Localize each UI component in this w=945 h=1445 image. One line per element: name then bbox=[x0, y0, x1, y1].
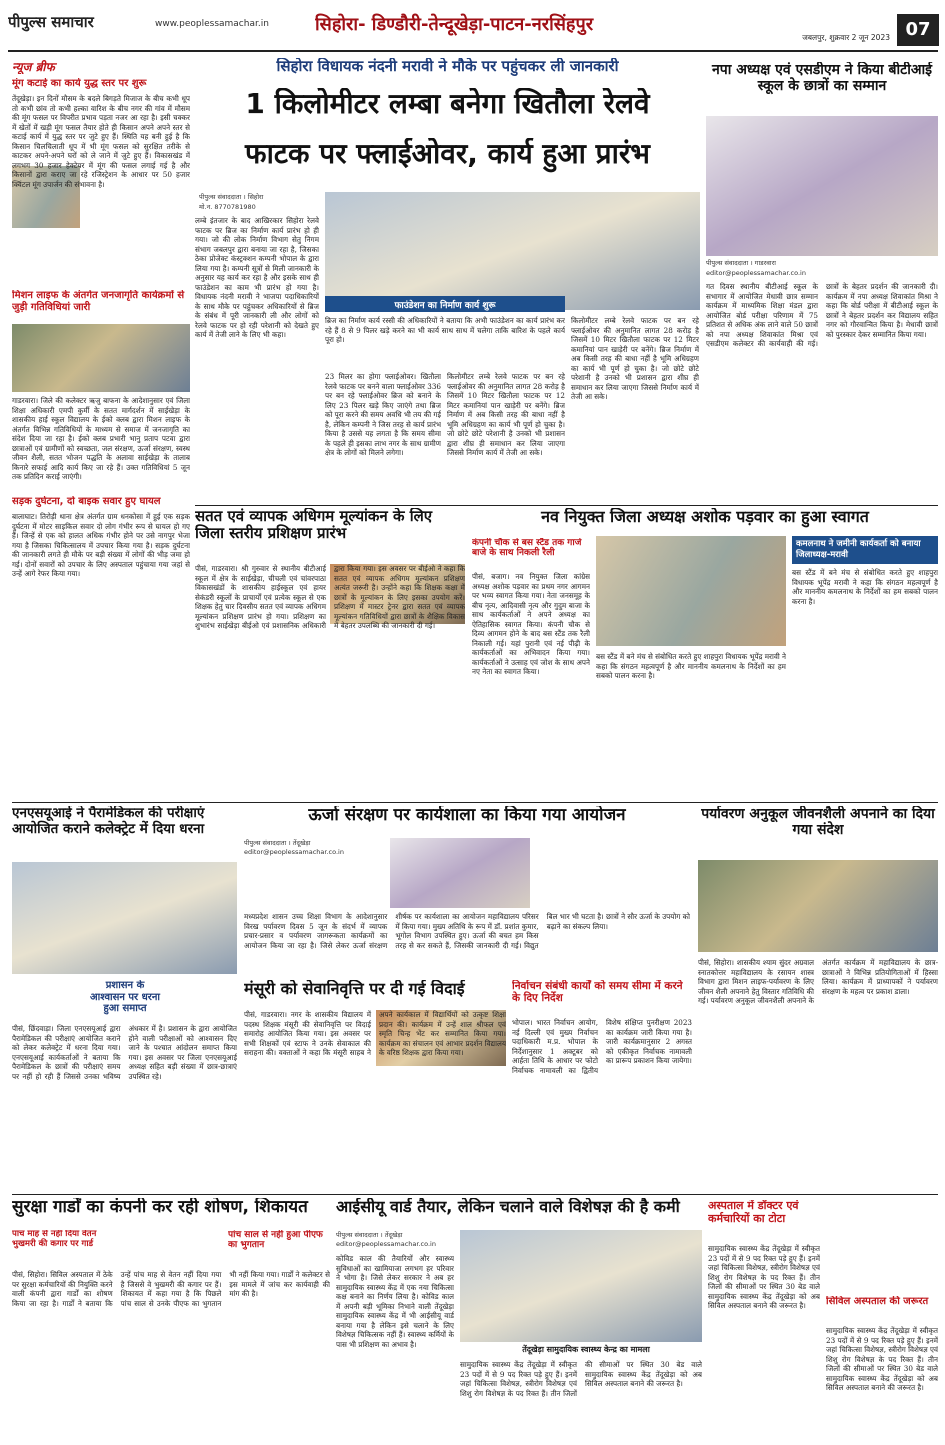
energy-email[interactable]: editor@peoplessamachar.co.in bbox=[244, 848, 344, 856]
energy-byline: पीपुल्स संवाददाता । तेंदूखेड़ा bbox=[244, 839, 311, 847]
divider-row3 bbox=[12, 1194, 938, 1195]
election-headline: निर्वाचन संबंधी कार्यों को समय सीमा में करने के दिए निर्देश bbox=[512, 980, 683, 1005]
brief-item3-headline: सड़क दुर्घटना, दो बाइक सवार हुए घायल bbox=[12, 496, 161, 507]
right-top-email[interactable]: editor@peoplessamachar.co.in bbox=[706, 269, 806, 277]
environment-text: पीसं, सिहोरा। शासकीय श्याम सुंदर अग्रवाल स्नातकोत्तर महाविद्यालय के रसायन शास्त्र विभाग द्वारा मिशन लाइफ-पर्यावरण के लिए जीवन शैली अपनाने हेतु विस्तार गतिविधि की गई। पर्यावरण अनुकूल जीवनशैली अपनाने के अंतर्गत कार्यक्रम में महाविद्यालय के छात्र-छात्राओं ने विभिन्न प्रतियोगिताओं में हिस्सा लिया। कार्यक्रम में प्राध्यापकों ने पर्यावरण संरक्षण के महत्व पर प्रकाश डाला। bbox=[698, 958, 938, 1005]
brief-item2-text: गाडरवारा। जिले की कलेक्टर ऋजु बाफना के आदेशानुसार एवं जिला शिक्षा अधिकारी एमपी कुर्मी के सतत मार्गदर्शन में साईखेड़ा के शासकीय हाई स्कूल विद्यालय के ईको क्लब द्वारा मिशन लाइफ के अंतर्गत विभिन्न गतिविधियों के माध्यम से समाज में जनजागृति का संदेश दिया जा रहा है। ईको क्लब प्रभारी भानु प्रताप पटवा द्वारा छात्राओं एवं ग्रामीणों को स्वच्छता, जल संरक्षण, ऊर्जा संरक्षण, स्वस्थ जीवन शैली, सतत भोजन पद्धति के अलावा साईखेड़ा के तालाब किनारे सफाई आदि कार्य किए जा रहे हैं। उक्त गतिविधियां 5 जून तक प्रतिदिन कराई जाएंगी। bbox=[12, 396, 190, 481]
icu-text: कोविड काल की तैयारियों और स्वास्थ्य सुविधाओं का खामियाजा लगभग हर परिवार ने भोगा है। जिसे लेकर सरकार ने अब हर सामुदायिक स्वास्थ्य केंद्र में एक नया चिकित्सा कक्ष बनाने का निर्णय लिया है। कोविड काल में अपनी बड़ी भूमिका निभाने वाली तेंदूखेड़ा सामुदायिक स्वास्थ्य केंद्र में भी आईसीयू वार्ड बनाया गया है लेकिन इसे चलाने के लिए विशेषज्ञ चिकित्सक नहीं हैं। स्वास्थ्य कर्मियों के पास भी प्रशिक्षण का अभाव है। bbox=[336, 1254, 454, 1349]
date-line: जबलपुर, शुक्रवार 2 जून 2023 bbox=[802, 33, 890, 42]
civil-hospital-text: सामुदायिक स्वास्थ्य केंद्र तेंदूखेड़ा में स्वीकृत 23 पदों में से 9 पद रिक्त पड़े हुए हैं। इनमें जहां चिकित्सा विशेषज्ञ, स्त्रीरोग विशेषज्ञ एवं शिशु रोग विशेषज्ञ के पद रिक्त हैं। तीन जिलों की सीमाओं पर स्थित 30 बेड वाले सामुदायिक स्वास्थ्य केंद्र तेंदूखेड़ा को अब सिविल अस्पताल बनाने की जरूरत है। bbox=[826, 1326, 938, 1392]
padwar-text-cont: बस स्टैंड में बने मंच से संबोधित करते हुए शाहपुरा विधायक भूपेंद्र मरावी ने कहा कि संगठन महत्वपूर्ण है और माननीय कमलनाथ के निर्देशों का हम सबको पालन करना है। bbox=[596, 652, 786, 680]
brief-item3 bbox=[12, 496, 190, 696]
lead-headline-line1: 1 किलोमीटर लम्बा बनेगा खितौला रेलवे bbox=[245, 88, 650, 120]
training-headline: सतत एवं व्यापक अधिगम मूल्यांकन के लिए जिला स्तरीय प्रशिक्षण प्रारंभ bbox=[195, 508, 433, 543]
brief-item1-text: तेंदूखेड़ा। इन दिनों मौसम के बदले बिगड़ते मिजाज के बीच कभी धूप तो कभी छांव तो कभी हल्का वारिश के बीच नगर की गांव में मौसम की मूंग फसल पर विपरीत प्रभाव पड़ता नजर आ रहा है। इसी चक्कर में खेतों में खड़ी मूंग फसल तैयार होते ही किसान अपने अपने स्तर से कटाई कार्य में युद्ध स्तर पर जुटे हुए हैं। स्थिति यह बनी हुई है कि किसान चिलचिलाती धूप में भी मूंग फसल को सुरक्षित तरीके से काटकर अपने-अपने घरों को ले जाने में जुटे हुए हैं। विकासखंड में लगभग 30 हजार हेक्टेयर में मूंग की फसल लगाई गई है और किसानों द्वारा कराए जा रहे रजिस्ट्रेशन के आधार पर 50 हजार क्विंटल मूंग उपार्जन की संभावना है। bbox=[12, 94, 190, 189]
right-top-headline: नपा अध्यक्ष एवं एसडीएम ने किया बीटीआई स्कूल के छात्रों का सम्मान bbox=[711, 62, 933, 95]
lead-mobile: मो.न. 8770781980 bbox=[199, 203, 256, 211]
award-ceremony-photo bbox=[706, 116, 938, 256]
civil-hospital-box-title: सिविल अस्पताल की जरूरत bbox=[826, 1296, 929, 1307]
masthead bbox=[0, 0, 945, 54]
brief-item3-text: बालाघाट। तिरोड़ी थाना क्षेत्र अंतर्गत ग्राम धनकोसा में हुई एक सड़क दुर्घटना में मोटर साइकिल सवार दो लोग गंभीर रूप से घायल हो गए हैं। जिन्हें से एक को हालत अधिक गंभीर होने पर उसे नागपुर भेजा गया है जिसका चिकित्सालय में उपचार किया गया है। सड़क दुर्घटना की जानकारी लगते ही मौके पर बड़ी संख्या में लोगों की भीड़ जमा हो गई। दोनों सवारों को उपचार के लिए अस्पताल पहुंचाया गया जहां से उन्हें आगे रेफर किया गया। bbox=[12, 512, 190, 578]
padwar-side-box bbox=[792, 536, 938, 798]
right-top-story bbox=[706, 58, 938, 503]
energy-text: मध्यप्रदेश शासन उच्च शिक्षा विभाग के आदेशानुसार विरख पर्यावरण दिवस 5 जून के संदर्भ में व्यापक प्रचार-प्रसार व पर्यावरण जागरूकता कार्यक्रमों का आयोजन किया जा रहा है। जिसे लेकर ऊर्जा संरक्षण शीर्षक पर कार्यशाला का आयोजन महाविद्यालय परिसर में किया गया। मुख्य अतिथि के रूप में डॉ. प्रशांत कुमार, भूगोल विभाग उपस्थित हुए। ऊर्जा की बचत हम किस तरह से कर सकते हैं, जिसकी जानकारी दी गई। विद्युत बिल भार भी घटता है। छात्रों ने सौर ऊर्जा के उपयोग को बढ़ाने का संकल्प लिया। bbox=[244, 912, 690, 950]
lead-group-photo bbox=[325, 192, 700, 310]
guards-text: पीसं, सिहोरा। सिविल अस्पताल में ठेके पर सुरक्षा कर्मचारियों की नियुक्ति करने वाली कंपनी द्वारा गार्डों का शोषण किया जा रहा है। गार्डों ने बताया कि उन्हें पांच माह से वेतन नहीं दिया गया है जिससे वे भुखमरी की कगार पर हैं। शिकायत में कहा गया है कि पिछले पांच साल से उनके पीएफ का भुगतान भी नहीं किया गया। गार्डों ने कलेक्टर से इस मामले में जांच कर कार्यवाही की मांग की है। bbox=[12, 1270, 330, 1308]
mission-life-photo bbox=[12, 324, 190, 392]
environment-photo bbox=[698, 860, 938, 952]
news-brief-column bbox=[12, 58, 190, 493]
lead-headline-line2: फाटक पर फ्लाईओवर, कार्य हुआ प्रारंभ bbox=[245, 138, 650, 170]
training-text: पीसं, गाडरवारा। श्री गुरुवार से स्थानीय बीटीआई स्कूल में क्षेत्र के साईखेड़ा, चीचली एवं चांवरपाठा विकासखंडों के शासकीय हाईस्कूल एवं हायर सेकंडरी स्कूलों के प्राचार्यों एवं प्रत्येक स्कूल से एक शिक्षक हेतु चार दिवसीय सतत एवं व्यापक अधिगम मूल्यांकन प्रशिक्षण प्रारंभ हो गया। प्रशिक्षण का शुभारंभ साईखेड़ा बीईओ एवं प्रशासनिक अधिकारी द्वारा किया गया। इस अवसर पर बीईओ ने कहा कि सतत एवं व्यापक अधिगम मूल्यांकन प्रशिक्षण अत्यंत जरूरी है। उन्होंने कहा कि शिक्षक कक्षा में छात्रों के मूल्यांकन के लिए इसका उपयोग करें। प्रशिक्षण में मास्टर ट्रेनर द्वारा सतत एवं व्यापक मूल्यांकन गतिविधियों द्वारा छात्रों के शैक्षिक विकास में बेहतर उपलब्धि की जानकारी दी गई। bbox=[195, 564, 465, 630]
nsui-pull-quote: प्रशासन के आश्वासन पर धरना हुआ समाप्त bbox=[89, 980, 161, 1014]
staff-story bbox=[708, 1198, 938, 1438]
brief-item2-headline: मिशन लाइफ के अंतर्गत जनजागृति कार्यक्रमों से जुड़ी गतिविधियां जारी bbox=[12, 290, 185, 313]
lead-col3-text: किलोमीटर लम्बे रेलवे फाटक पर बन रहे फ्लाईओवर की अनुमानित लागत 28 करोड़ है जिसमें 10 मिटर खितौला फाटक पर 12 मिटर कमानियां पान खाड़ेरी पर बनेंगे। ब्रिज निर्माण में अब किसी तरह की बाधा नहीं है भूमि अधिग्रहण का कार्य भी पूर्ण हो चुका है। जो छोटे छोटे परेशानी है उनको भी प्रशासन द्वारा शीघ्र ही समाधान कर लिया जाएगा जिससे निर्माण कार्य में तेजी आ सके। bbox=[447, 372, 565, 457]
side-box-text: बस स्टैंड में बने मंच से संबोधित करते हुए शाहपुरा विधायक भूपेंद्र मरावी ने कहा कि संगठन महत्वपूर्ण है और माननीय कमलनाथ के निर्देशों का हम सबको पालन करना है। bbox=[792, 568, 938, 606]
padwar-sub-headline: कंपनी चौक से बस स्टैंड तक गाजे बाजे के साथ निकली रैली bbox=[472, 538, 582, 559]
icu-byline: पीपुल्स संवाददाता । तेंदूखेड़ा bbox=[336, 1231, 403, 1239]
nsui-story bbox=[12, 806, 237, 1191]
nsui-headline: एनएसयूआई ने पैरामेडिकल की परीक्षाएं आयोजित कराने कलेक्ट्रेट में दिया धरना bbox=[12, 806, 205, 837]
lead-col4-text: किलोमीटर लम्बे रेलवे फाटक पर बन रहे फ्लाईओवर की अनुमानित लागत 28 करोड़ है जिसमें 10 मिटर खितौला फाटक पर 12 मिटर कमानियां पान खाड़ेरी पर बनेंगे। ब्रिज निर्माण में अब किसी तरह की बाधा नहीं है भूमि अधिग्रहण का कार्य भी पूर्ण हो चुका है। जो छोटे छोटे परेशानी है उनको भी प्रशासन द्वारा शीघ्र ही समाधान कर लिया जाएगा जिससे निर्माण कार्य में तेजी आ सके। bbox=[571, 316, 699, 401]
environment-story bbox=[698, 806, 938, 1191]
icu-story bbox=[336, 1198, 702, 1438]
lead-byline: पीपुल्स संवाददाता । सिहोरा bbox=[199, 193, 264, 201]
election-story bbox=[512, 980, 692, 1192]
staff-headline: अस्पताल में डॉक्टर एवं कर्मचारियों का टोटा bbox=[708, 1200, 799, 1225]
news-brief-label: न्यूज ब्रीफ bbox=[12, 60, 55, 74]
environment-headline: पर्यावरण अनुकूल जीवनशैली अपनाने का दिया गया संदेश bbox=[701, 806, 935, 839]
guards-sub1: पांच माह से नहीं दिया वेतन भुखमरी की कगार पर गार्ड bbox=[12, 1230, 97, 1249]
mansuri-headline: मंसूरी को सेवानिवृत्ति पर दी गई विदाई bbox=[244, 980, 465, 998]
icu-email[interactable]: editor@peoplessamachar.co.in bbox=[336, 1240, 436, 1248]
masthead-rule bbox=[8, 50, 938, 52]
energy-photo bbox=[390, 838, 530, 908]
region-title: सिहोरा- डिण्डौरी-तेन्दूखेड़ा-पाटन-नरसिंहपुर bbox=[315, 14, 594, 35]
mansuri-text: पीसं, गाडरवारा। नगर के शासकीय विद्यालय में पदस्थ शिक्षक मंसूरी की सेवानिवृत्ति पर विदाई समारोह आयोजित किया गया। इस अवसर पर सभी शिक्षकों एवं स्टाफ ने उनके सेवाकाल की सराहना की। वक्ताओं ने कहा कि मंसूरी साहब ने अपने कार्यकाल में विद्यार्थियों को उत्कृष्ट शिक्षा प्रदान की। कार्यक्रम में उन्हें शाल श्रीफल एवं स्मृति चिन्ह भेंट कर सम्मानित किया गया। कार्यक्रम का संचालन एवं आभार प्रदर्शन विद्यालय के वरिष्ठ शिक्षक द्वारा किया गया। bbox=[244, 1010, 506, 1057]
side-box-title: कमलनाथ ने जमीनी कार्यकर्ता को बनाया जिलाध्यक्ष-मरावी bbox=[792, 536, 938, 564]
energy-story bbox=[244, 806, 690, 976]
right-top-byline: पीपुल्स संवाददाता । गाडरवारा bbox=[706, 259, 776, 267]
divider-row2 bbox=[12, 802, 938, 803]
padwar-rally-photo bbox=[596, 536, 786, 646]
guards-story bbox=[12, 1198, 330, 1438]
padwar-text: पीसं, बजाग। नव नियुक्त जिला कांग्रेस अध्यक्ष अशोक पड़वार का प्रथम नगर आगमन पर भव्य स्वागत किया गया। नेता जनसमूह के बीच नृत्य, आदिवासी नृत्य और गुदुम बाजा के साथ कार्यकर्ताओं ने अपने अध्यक्ष का ऐतिहासिक स्वागत किया। कंपनी चौक से दिव्य आगमन होने के बाद बस स्टैंड तक रैली निकाली गई। यहां पुरानी एवं नई पीढ़ी के कार्यकर्ताओं का अभिवादन किया गया। कार्यकर्ताओं ने उत्साह एवं जोश के साथ अपने नए नेता का स्वागत किया। bbox=[472, 572, 590, 676]
padwar-story bbox=[472, 508, 938, 800]
icu-photo-caption: तेंदूखेड़ा सामुदायिक स्वास्थ्य केन्द्र का मामला bbox=[522, 1345, 650, 1354]
election-text: भोपाल। भारत निर्वाचन आयोग, नई दिल्ली एवं मुख्य निर्वाचन पदाधिकारी म.प्र. भोपाल के निर्देशानुसार 1 अक्टूबर को आर्हता तिथि के आधार पर फोटो निर्वाचक नामावली का द्वितीय विशेष संक्षिप्त पुनरीक्षण 2023 का कार्यक्रम जारी किया गया है। जारी कार्यक्रमानुसार 2 अगस्त को एकीकृत निर्वाचक नामावली का प्रारूप प्रकाशन किया जायेगा। bbox=[512, 1018, 692, 1075]
energy-headline: ऊर्जा संरक्षण पर कार्यशाला का किया गया आयोजन bbox=[308, 806, 626, 825]
page-number: 07 bbox=[897, 14, 939, 46]
divider-row1 bbox=[195, 505, 938, 506]
icu-headline: आईसीयू वार्ड तैयार, लेकिन चलाने वाले विशेषज्ञ की है कमी bbox=[336, 1198, 680, 1216]
lead-story bbox=[195, 58, 700, 503]
lead-photo-caption: फाउंडेशन का निर्माण कार्य शुरू bbox=[325, 296, 565, 312]
staff-text: सामुदायिक स्वास्थ्य केंद्र तेंदूखेड़ा में स्वीकृत 23 पदों में से 9 पद रिक्त पड़े हुए हैं। इनमें जहां चिकित्सा विशेषज्ञ, स्त्रीरोग विशेषज्ञ एवं शिशु रोग विशेषज्ञ के पद रिक्त हैं। तीन जिलों की सीमाओं पर स्थित 30 बेड वाले सामुदायिक स्वास्थ्य केंद्र तेंदूखेड़ा को अब सिविल अस्पताल बनाने की जरूरत है। bbox=[708, 1244, 820, 1310]
lead-col1-text: लम्बे इंतजार के बाद आखिरकार सिहोरा रेलवे फाटक पर ब्रिज का निर्माण कार्य प्रारंभ हो ही गया। जो की लोक निर्माण विभाग सेतु निगम संभाग जबलपुर द्वारा बनाया जा रहा है, जिसका ठेका प्रोजेक्ट कंस्ट्रक्शन कम्पनी भोपाल के द्वारा लिया गया है। कम्पनी सूत्रों से मिली जानकारी के अनुसार यह कार्य कर रहा है और इसके साथ ही फाउंडेशन का काम भी प्रारंभ हो गया है। विधायक नंदनी मरावी ने भाजपा पदाधिकारियों के साथ मौके पर पहुंचकर अधिकारियों से ब्रिज के संबंध में पूरी जानकारी ली और लोगों को रेलवे फाटक पर हो रही परेशानी को देखते हुए कार्य में तेजी लाने के लिए भी कहा। bbox=[195, 216, 319, 339]
guards-headline: सुरक्षा गार्डों का कंपनी कर रही शोषण, शिकायत bbox=[12, 1198, 308, 1217]
icu-ward-photo bbox=[460, 1230, 702, 1342]
nsui-protest-photo bbox=[12, 862, 237, 974]
nsui-text: पीसं, छिंदवाड़ा। जिला एनएसयूआई द्वारा पैरामेडिकल की परीक्षाएं आयोजित कराने को लेकर कलेक्ट्रेट में धरना दिया गया। एनएसयूआई कार्यकर्ताओं ने बताया कि पैरामेडिकल के छात्रों की परीक्षाएं समय पर नहीं हो रही हैं जिससे उनका भविष्य अंधकार में है। प्रशासन के द्वारा आयोजित होने वाली परीक्षाओं को आश्वासन दिए जाने के पश्चात आंदोलन समाप्त किया गया। इस अवसर पर जिला एनएसयूआई अध्यक्ष सहित बड़ी संख्या में छात्र-छात्राएं उपस्थित रहे। bbox=[12, 1024, 237, 1081]
brief-item1-headline: मूंग कटाई का कार्य युद्ध स्तर पर शुरू bbox=[12, 78, 147, 89]
right-top-text: गत दिवस स्थानीय बीटीआई स्कूल के सभागार में आयोजित मेधावी छात्र सम्मान कार्यक्रम में माध्यमिक शिक्षा मंडल द्वारा आयोजित बोर्ड परीक्षा परिणाम में 75 प्रतिशत से अधिक अंक लाने वाले 50 छात्रों को नपा अध्यक्ष शिवाकांत मिश्रा एवं एसडीएम कलेक्टर की कार्यवाही की गई। छात्रों के बेहतर प्रदर्शन की जानकारी दी। कार्यक्रम में नपा अध्यक्ष शिवाकांत मिश्रा ने कहा कि बोर्ड परीक्षा में बीटीआई स्कूल के छात्रों ने बेहतर प्रदर्शन कर विद्यालय सहित नगर को गौरवान्वित किया है। मेधावी छात्रों को पुरस्कार देकर सम्मानित किया गया। bbox=[706, 282, 938, 348]
website-link[interactable]: www.peoplessamachar.in bbox=[155, 19, 269, 29]
training-story bbox=[195, 508, 465, 800]
mansuri-story bbox=[244, 980, 506, 1192]
icu-text-cont: सामुदायिक स्वास्थ्य केंद्र तेंदूखेड़ा में स्वीकृत 23 पदों में से 9 पद रिक्त पड़े हुए हैं। इनमें जहां चिकित्सा विशेषज्ञ, स्त्रीरोग विशेषज्ञ एवं शिशु रोग विशेषज्ञ के पद रिक्त हैं। तीन जिलों की सीमाओं पर स्थित 30 बेड वाले सामुदायिक स्वास्थ्य केंद्र तेंदूखेड़ा को अब सिविल अस्पताल बनाने की जरूरत है। bbox=[460, 1360, 702, 1398]
guards-sub2: पांच साल से नहीं हुआ पीएफ का भुगतान bbox=[228, 1230, 323, 1251]
padwar-headline: नव नियुक्त जिला अध्यक्ष अशोक पड़वार का हुआ स्वागत bbox=[541, 508, 869, 526]
lead-col2-text: 23 मिलर का होगा फ्लाईओवर। खितौला रेलवे फाटक पर बनने वाला फ्लाईओवर 336 पर बन रहे फ्लाईओवर ब्रिज को बनाने के लिए 23 पिलर खड़े किए जाएंगे तथा ब्रिज को पूरा करने की समय अवधि भी तय की गई है, लेकिन कम्पनी ने जिस तरह से कार्य प्रारंभ किया है उससे यह लगता है कि समय सीमा के पहले ही इसका लाभ नगर के साथ ग्रामीण क्षेत्र के लोगों को मिलने लगेगा। bbox=[325, 372, 441, 457]
lead-kicker: सिहोरा विधायक नंदनी मरावी ने मौके पर पहुंचकर ली जानकारी bbox=[276, 58, 619, 75]
masthead-logo: पीपुल्स समाचार bbox=[8, 13, 94, 31]
lead-caption-text: ब्रिज का निर्माण कार्य रस्सी की अधिकारियों ने बताया कि अभी फाउंडेशन का कार्य प्रारंभ कर रहे हैं 8 से 9 पिलर खड़े करने का भी कार्य साथ साथ में चलेगा ताकि बारिश के पहले कार्य पूरा हो। bbox=[325, 316, 565, 344]
